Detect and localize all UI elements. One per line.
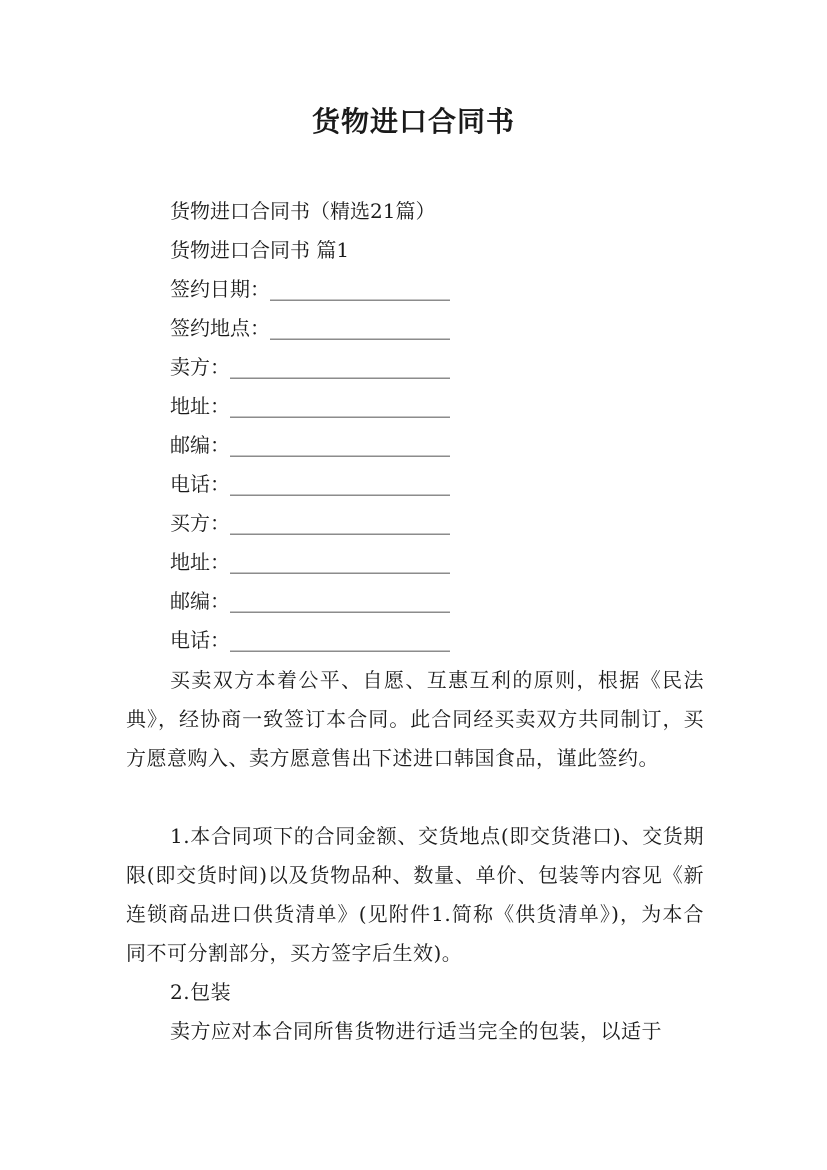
field-label: 签约日期：	[170, 277, 270, 301]
field-seller-postcode	[170, 430, 450, 460]
document-subtitle: 货物进口合同书（精选21篇）	[170, 199, 436, 223]
field-label: 地址：	[170, 550, 230, 574]
paragraph-clause-1: 1.本合同项下的合同金额、交货地点(即交货港口)、交货期限(即交货时间)以及货物品种、数量、单价、包装等内容见《新连锁商品进口供货清单》(见附件1.简称《供货清单》)，为本合同不可分割部分，买方签字后生效)。	[126, 824, 704, 965]
field-blank: __________________	[270, 316, 450, 340]
field-blank: ______________________	[230, 394, 450, 418]
field-sign-date	[170, 274, 450, 304]
field-buyer	[170, 508, 450, 538]
document-title: 货物进口合同书	[311, 105, 515, 138]
field-buyer-address	[170, 547, 450, 577]
field-seller-phone	[170, 469, 450, 499]
field-seller	[170, 352, 450, 382]
field-blank: ______________________	[230, 433, 450, 457]
paragraph-preamble: 买卖双方本着公平、自愿、互惠互利的原则，根据《民法典》，经协商一致签订本合同。此合同经买卖双方共同制订，买方愿意购入、卖方愿意售出下述进口韩国食品，谨此签约。	[126, 668, 704, 770]
field-label: 电话：	[170, 628, 230, 652]
field-buyer-phone	[170, 625, 450, 655]
field-blank: ______________________	[230, 472, 450, 496]
field-seller-address	[170, 391, 450, 421]
field-label: 地址：	[170, 394, 230, 418]
field-sign-place	[170, 313, 450, 343]
field-blank: ______________________	[230, 355, 450, 379]
field-blank: ______________________	[230, 589, 450, 613]
paragraph-clause-2-heading: 2.包装	[170, 980, 232, 1004]
field-buyer-postcode	[170, 586, 450, 616]
section-heading: 货物进口合同书 篇1	[170, 238, 350, 262]
field-label: 买方：	[170, 511, 230, 535]
field-blank: ______________________	[230, 550, 450, 574]
field-blank: ______________________	[230, 511, 450, 535]
field-label: 邮编：	[170, 433, 230, 457]
field-label: 卖方：	[170, 355, 230, 379]
field-label: 邮编：	[170, 589, 230, 613]
field-label: 签约地点：	[170, 316, 270, 340]
field-label: 电话：	[170, 472, 230, 496]
field-blank: ______________________	[230, 628, 450, 652]
paragraph-clause-2-body: 卖方应对本合同所售货物进行适当完全的包装，以适于	[170, 1019, 662, 1043]
field-blank: __________________	[270, 277, 450, 301]
